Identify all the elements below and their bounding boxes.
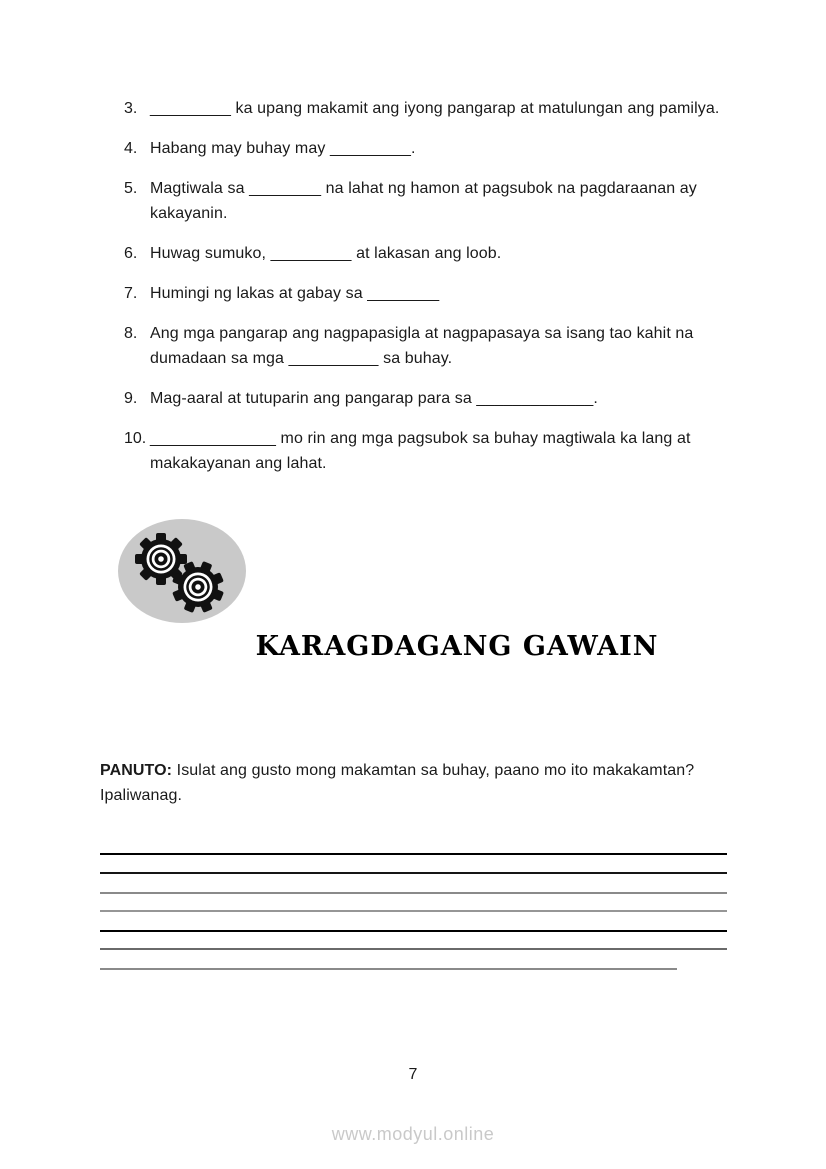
question-item (124, 386, 728, 411)
answer-writing-line (100, 910, 727, 912)
question-item (124, 281, 728, 306)
question-text: Humingi ng lakas at gabay sa ________ (150, 285, 440, 302)
question-number: 9. (124, 390, 138, 407)
question-number: 10. (124, 430, 147, 447)
question-number: 8. (124, 325, 138, 342)
answer-writing-line (100, 968, 677, 970)
page-number: 7 (408, 1066, 418, 1083)
question-item (124, 241, 728, 266)
question-list (124, 96, 728, 491)
question-text: Huwag sumuko, _________ at lakasan ang loob. (150, 245, 502, 262)
question-text: _________ ka upang makamit ang iyong pangarap at matulungan ang pamilya. (150, 100, 720, 117)
question-item (124, 136, 728, 161)
question-item (124, 426, 728, 476)
question-item (124, 96, 728, 121)
question-number: 7. (124, 285, 138, 302)
question-text: Ang mga pangarap ang nagpapasigla at nagpapasaya sa isang tao kahit na dumadaan sa mga __________ sa buhay. (150, 325, 694, 367)
section-title: KARAGDAGANG GAWAIN (255, 631, 659, 662)
question-text: ______________ mo rin ang mga pagsubok sa buhay magtiwala ka lang at makakayanan ang lahat. (150, 430, 691, 472)
question-number: 4. (124, 140, 138, 157)
question-item (124, 321, 728, 371)
answer-writing-line (100, 892, 727, 894)
instructions-label: PANUTO: (100, 762, 173, 779)
question-number: 6. (124, 245, 138, 262)
answer-writing-line (100, 930, 727, 932)
gears-icon (117, 518, 247, 625)
question-text: Magtiwala sa ________ na lahat ng hamon at pagsubok na pagdaraanan ay kakayanin. (150, 180, 697, 222)
answer-writing-line (100, 872, 727, 874)
question-number: 5. (124, 180, 138, 197)
instructions (100, 758, 732, 808)
question-text: Mag-aaral at tutuparin ang pangarap para sa _____________. (150, 390, 598, 407)
answer-writing-line (100, 948, 727, 950)
answer-writing-line (100, 853, 727, 855)
watermark: www.modyul.online (331, 1124, 495, 1144)
question-number: 3. (124, 100, 138, 117)
question-item (124, 176, 728, 226)
question-text: Habang may buhay may _________. (150, 140, 416, 157)
instructions-text: Isulat ang gusto mong makamtan sa buhay, paano mo ito makakamtan? Ipaliwanag. (100, 762, 695, 804)
